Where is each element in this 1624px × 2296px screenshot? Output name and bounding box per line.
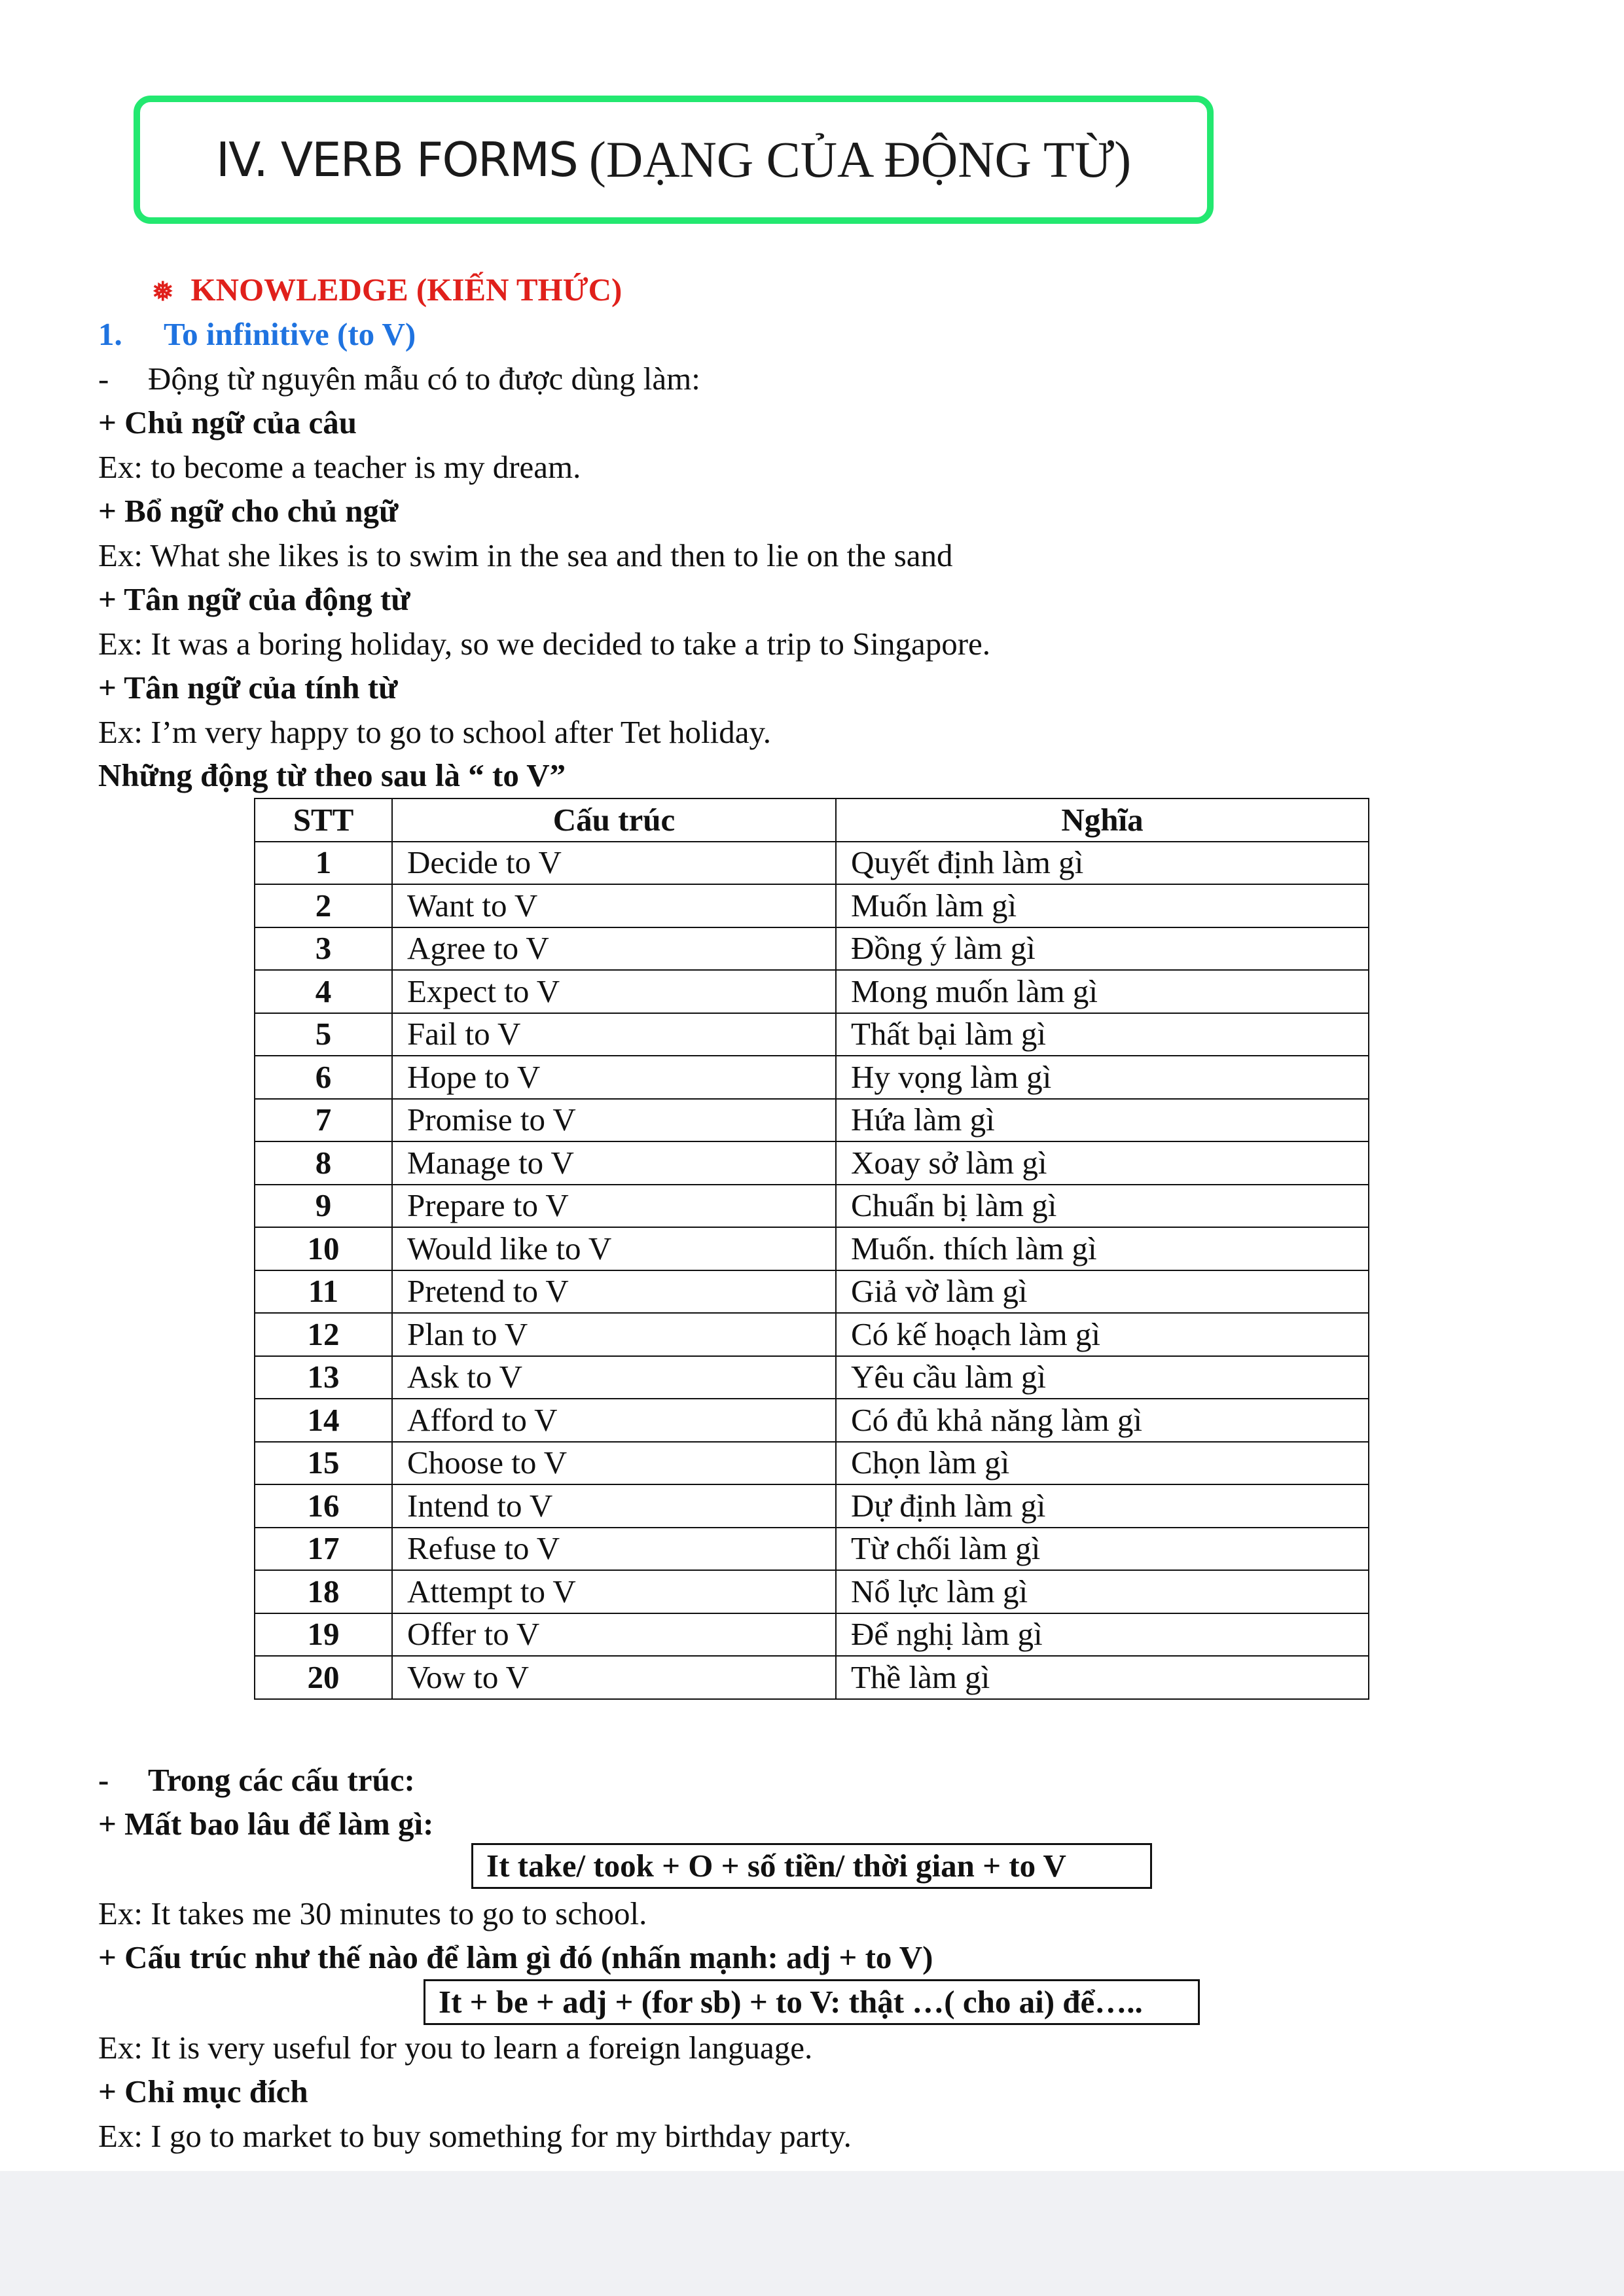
time-formula-box: It take/ took + O + số tiền/ thời gian + to V — [471, 1843, 1152, 1889]
row-structure: Ask to V — [392, 1356, 836, 1399]
table-row — [255, 1570, 1369, 1613]
table-row — [255, 1442, 1369, 1485]
row-number: 17 — [255, 1528, 392, 1571]
row-number: 11 — [255, 1270, 392, 1314]
row-number: 6 — [255, 1056, 392, 1099]
knowledge-heading — [152, 270, 622, 312]
row-structure: Vow to V — [392, 1656, 836, 1699]
row-structure: Choose to V — [392, 1442, 836, 1485]
table-row — [255, 842, 1369, 885]
row-number: 16 — [255, 1484, 392, 1528]
row-meaning: Nổ lực làm gì — [836, 1570, 1369, 1613]
row-number: 1 — [255, 842, 392, 885]
row-meaning: Mong muốn làm gì — [836, 970, 1369, 1013]
row-meaning: Chuẩn bị làm gì — [836, 1185, 1369, 1228]
table-row — [255, 1013, 1369, 1056]
table-row — [255, 1356, 1369, 1399]
row-meaning: Có kế hoạch làm gì — [836, 1313, 1369, 1356]
row-meaning: Từ chối làm gì — [836, 1528, 1369, 1571]
verb-table — [254, 798, 1369, 1700]
row-meaning: Giả vờ làm gì — [836, 1270, 1369, 1314]
dash-bullet: - — [98, 361, 109, 397]
use-label: + Bổ ngữ cho chủ ngữ — [98, 493, 399, 529]
page-footer-band — [0, 2171, 1624, 2296]
header-structure: Cấu trúc — [392, 798, 836, 842]
table-row — [255, 1056, 1369, 1099]
table-row — [255, 927, 1369, 971]
row-structure: Would like to V — [392, 1227, 836, 1270]
section-number: 1. — [98, 316, 122, 352]
row-structure: Intend to V — [392, 1484, 836, 1528]
row-structure: Manage to V — [392, 1141, 836, 1185]
row-structure: Want to V — [392, 884, 836, 927]
section-title: To infinitive (to V) — [164, 316, 416, 352]
row-number: 13 — [255, 1356, 392, 1399]
row-meaning: Muốn làm gì — [836, 884, 1369, 927]
row-number: 7 — [255, 1099, 392, 1142]
header-stt: STT — [255, 798, 392, 842]
row-structure: Promise to V — [392, 1099, 836, 1142]
intro-line — [98, 359, 700, 399]
dash-bullet: - — [98, 1762, 109, 1798]
row-meaning: Có đủ khả năng làm gì — [836, 1399, 1369, 1442]
row-number: 12 — [255, 1313, 392, 1356]
use-label: + Tân ngữ của động từ — [98, 581, 410, 617]
row-number: 15 — [255, 1442, 392, 1485]
page-subtitle: (DẠNG CỦA ĐỘNG TỪ) — [588, 131, 1132, 188]
row-structure: Prepare to V — [392, 1185, 836, 1228]
row-meaning: Muốn. thích làm gì — [836, 1227, 1369, 1270]
page-title: IV. VERB FORMS — [215, 132, 577, 187]
row-structure: Refuse to V — [392, 1528, 836, 1571]
row-meaning: Đồng ý làm gì — [836, 927, 1369, 971]
table-header-row — [255, 798, 1369, 842]
row-number: 3 — [255, 927, 392, 971]
row-meaning: Yêu cầu làm gì — [836, 1356, 1369, 1399]
row-structure: Afford to V — [392, 1399, 836, 1442]
row-structure: Offer to V — [392, 1613, 836, 1657]
table-row — [255, 1313, 1369, 1356]
use-example: Ex: It was a boring holiday, so we decided to take a trip to Singapore. — [98, 626, 991, 662]
row-structure: Decide to V — [392, 842, 836, 885]
row-number: 14 — [255, 1399, 392, 1442]
time-example: Ex: It takes me 30 minutes to go to school. — [98, 1895, 647, 1931]
structures-intro — [98, 1761, 415, 1800]
header-meaning: Nghĩa — [836, 798, 1369, 842]
table-row — [255, 1099, 1369, 1142]
table-row — [255, 1484, 1369, 1528]
emph-example: Ex: It is very useful for you to learn a foreign language. — [98, 2030, 813, 2066]
structures-intro-text: Trong các cấu trúc: — [148, 1762, 415, 1798]
row-number: 10 — [255, 1227, 392, 1270]
row-meaning: Quyết định làm gì — [836, 842, 1369, 885]
table-row — [255, 1656, 1369, 1699]
emph-formula-box: It + be + adj + (for sb) + to V: thật …( cho ai) để….. — [424, 1979, 1200, 2025]
use-label: + Tân ngữ của tính từ — [98, 670, 398, 706]
table-row — [255, 884, 1369, 927]
row-structure: Attempt to V — [392, 1570, 836, 1613]
table-row — [255, 1270, 1369, 1314]
row-meaning: Thất bại làm gì — [836, 1013, 1369, 1056]
knowledge-label: KNOWLEDGE (KIẾN THỨC) — [190, 272, 623, 308]
use-example: Ex: I’m very happy to go to school after Tet holiday. — [98, 714, 772, 750]
use-example: Ex: What she likes is to swim in the sea and then to lie on the sand — [98, 537, 953, 573]
purpose-example: Ex: I go to market to buy something for my birthday party. — [98, 2118, 852, 2154]
row-structure: Plan to V — [392, 1313, 836, 1356]
row-number: 18 — [255, 1570, 392, 1613]
row-number: 19 — [255, 1613, 392, 1657]
row-meaning: Thề làm gì — [836, 1656, 1369, 1699]
row-number: 20 — [255, 1656, 392, 1699]
row-structure: Fail to V — [392, 1013, 836, 1056]
emph-label: + Cấu trúc như thế nào để làm gì đó (nhấn mạnh: adj + to V) — [98, 1939, 933, 1975]
table-heading: Những động từ theo sau là “ to V” — [98, 757, 566, 793]
row-structure: Pretend to V — [392, 1270, 836, 1314]
table-row — [255, 1227, 1369, 1270]
purpose-label: + Chỉ mục đích — [98, 2073, 308, 2109]
table-row — [255, 1613, 1369, 1657]
table-row — [255, 1185, 1369, 1228]
row-meaning: Xoay sở làm gì — [836, 1141, 1369, 1185]
row-meaning: Hứa làm gì — [836, 1099, 1369, 1142]
row-number: 4 — [255, 970, 392, 1013]
row-structure: Agree to V — [392, 927, 836, 971]
table-row — [255, 1399, 1369, 1442]
row-number: 2 — [255, 884, 392, 927]
row-structure: Expect to V — [392, 970, 836, 1013]
title-box — [134, 96, 1214, 224]
table-row — [255, 970, 1369, 1013]
row-meaning: Hy vọng làm gì — [836, 1056, 1369, 1099]
row-number: 5 — [255, 1013, 392, 1056]
snowflake-icon: ❅ — [152, 277, 174, 306]
table-row — [255, 1141, 1369, 1185]
intro-text: Động từ nguyên mẫu có to được dùng làm: — [148, 361, 700, 397]
row-meaning: Dự định làm gì — [836, 1484, 1369, 1528]
use-label: + Chủ ngữ của câu — [98, 404, 357, 440]
section-heading — [98, 315, 416, 354]
row-structure: Hope to V — [392, 1056, 836, 1099]
row-meaning: Chọn làm gì — [836, 1442, 1369, 1485]
row-meaning: Để nghị làm gì — [836, 1613, 1369, 1657]
table-row — [255, 1528, 1369, 1571]
row-number: 8 — [255, 1141, 392, 1185]
use-example: Ex: to become a teacher is my dream. — [98, 449, 581, 485]
row-number: 9 — [255, 1185, 392, 1228]
time-label: + Mất bao lâu để làm gì: — [98, 1806, 434, 1842]
